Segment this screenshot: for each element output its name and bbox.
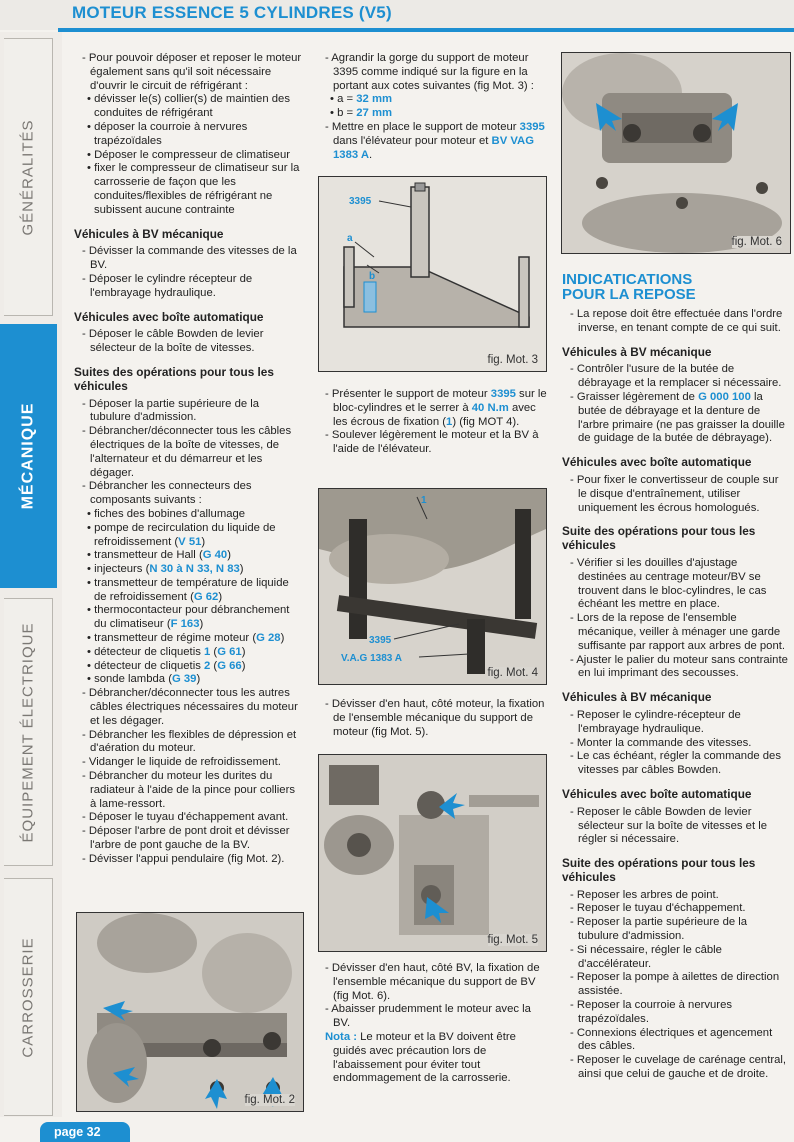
component-code: G 66 [217,659,242,672]
list-item: - Débrancher les flexibles de dépression et d'aération du moteur. [82,728,297,755]
list-item: - Si nécessaire, régler le câble d'accélérateur. [570,943,722,970]
callout-vag: V.A.G 1383 A [341,653,402,664]
callout-3395: 3395 [349,196,372,207]
list-item: - Graisser légèrement de G 000 100 la butée de débrayage et la denture de l'arbre primaire (ne pas graisser la douille de guidage de la butée de débrayage). [570,390,785,445]
figure-mot-3 [318,176,547,372]
page-title: MOTEUR ESSENCE 5 CYLINDRES (V5) [72,3,392,22]
engine-mount-photo [77,913,303,1111]
component-code: N 30 à N 33, N 83 [149,563,240,576]
list-item: • sonde lambda (G 39) [87,673,201,686]
page-footer [0,1120,794,1142]
callout-3395: 3395 [369,635,392,646]
list-item: • injecteurs (N 30 à N 33, N 83) [87,563,244,576]
column-2-continued-2 [317,698,547,739]
list-item: - Déposer l'arbre de pont droit et dévisser l'arbre de pont gauche de la BV. [82,825,290,852]
list-item: - Débrancher/déconnecter tous les câbles électriques de la boîte de vitesses, de l'alternateur et du démarreur et les dégager. [82,425,292,479]
heading-boite-automatique: Véhicules avec boîte automatique [562,455,752,470]
list-item: - Dévisser l'appui pendulaire (fig Mot. 2). [82,852,285,865]
figure-caption: fig. Mot. 2 [244,1094,295,1106]
gearbox-mount-photo [562,53,790,253]
tab-carrosserie[interactable]: CARROSSERIE [4,878,53,1116]
heading-suite-operations: Suite des opérations pour tous les véhicules [562,524,756,553]
figure-caption: fig. Mot. 4 [487,667,538,679]
heading-suite-operations-2: Suite des opérations pour tous les véhicules [562,856,756,884]
list-item: - Le cas échéant, régler la commande des vitesses par câbles Bowden. [570,750,781,777]
list-item: • détecteur de cliquetis 1 (G 61) [87,645,246,658]
column-2-continued-3 [317,962,547,1086]
list-item: - Monter la commande des vitesses. [570,736,752,749]
column-2 [317,52,547,162]
list-item: - Lors de la repose de l'ensemble mécanique, veiller à ménager une garde suffisante par rapport aux arbres de pont. [570,612,786,652]
dimension-a: • a = 32 mm [330,93,393,106]
list-item: - Pour fixer le convertisseur de couple sur le disque d'entraînement, utiliser uniquement les écrous homologués. [570,473,779,514]
list-item: - Abaisser prudemment le moteur avec la BV. [325,1003,531,1030]
engine-side-photo [319,755,546,951]
component-code: G 39 [171,673,197,686]
list-item: - Vérifier si les douilles d'ajustage destinées au centrage moteur/BV se trouvent dans le bloc-cylindres, le cas échéant les mettre en place. [570,556,767,611]
component-code: G 40 [202,549,228,562]
support-diagram [319,177,546,371]
list-item: - La repose doit être effectuée dans l'ordre inverse, en tenant compte de ce qui suit. [570,308,783,334]
nota: Nota : Le moteur et la BV doivent être guidés avec précaution lors de l'abaissement pour éviter tout endommagement de la carrosserie. [325,1030,516,1085]
list-item: - Reposer le cylindre-récepteur de l'embrayage hydraulique. [570,708,741,735]
list-item: • transmetteur de Hall (G 40) [87,549,231,562]
list-item: - Dévisser d'en haut, côté moteur, la fixation de l'ensemble mécanique du support de moteur (fig Mot. 5). [325,698,545,738]
list-item: - Soulever légèrement le moteur et la BV à l'aide de l'élévateur. [325,429,539,456]
list-item: - Débrancher/déconnecter tous les autres câbles électriques nécessaires du moteur et les dégager. [82,687,298,727]
section-title-repose: INDICATICATIONS POUR LA REPOSE [562,271,696,303]
component-code: G 61 [217,645,242,658]
list-item: • fixer le compresseur de climatiseur sur la carrosserie de façon que les conduites/flexibles de réfrigérant ne subissent aucune contrainte [87,162,300,216]
figure-caption: fig. Mot. 6 [731,236,782,248]
list-item: - Reposer la partie supérieure de la tubulure d'admission. [570,916,748,943]
list-item: • transmetteur de température de liquide de refroidissement (G 62) [87,576,289,603]
list-item: • thermocontacteur pour débranchement du climatiseur (F 163) [87,604,290,631]
heading-bv-mecanique: Véhicules à BV mécanique [562,344,712,359]
page-number: page 32 [54,1125,101,1139]
section-sidebar [0,32,62,1117]
list-item: - Mettre en place le support de moteur 3395 dans l'élévateur pour moteur et BV VAG 1383 A. [325,120,545,161]
list-item: - Dévisser d'en haut, côté BV, la fixation de l'ensemble mécanique du support de BV (fig Mot. 6). [325,962,540,1002]
list-item: - Agrandir la gorge du support de moteur 3395 comme indiqué sur la figure en la portant aux cotes suivantes (fig Mot. 3) : [325,52,534,92]
list-item: • détecteur de cliquetis 2 (G 66) [87,659,246,672]
list-item: - Déposer la partie supérieure de la tubulure d'admission. [82,397,260,424]
heading-bv-mecanique: Véhicules à BV mécanique [74,226,224,241]
heading-boite-automatique-2: Véhicules avec boîte automatique [562,786,752,801]
list-item: - Reposer les arbres de point. [570,888,719,901]
figure-mot-4 [318,488,547,685]
list-item: - Connexions électriques et agencement des câbles. [570,1026,773,1053]
list-item: - Reposer la pompe à ailettes de direction assistée. [570,971,780,998]
page-header [0,0,794,30]
lifter-photo [319,489,546,684]
component-code: V 51 [178,535,202,548]
list-item: - Vidanger le liquide de refroidissement. [82,756,281,769]
component-code: G 28 [256,632,281,645]
callout-a: a [347,233,353,244]
list-item: - Déposer le cylindre récepteur de l'embrayage hydraulique. [82,272,253,299]
heading-suites-operations: Suites des opérations pour tous les véhicules [74,364,274,393]
list-item: • dévisser le(s) collier(s) de maintien des conduites de réfrigérant [87,93,290,120]
component-code: F 163 [170,618,200,631]
list-item: - Reposer le câble Bowden de levier sélecteur sur la boîte de vitesses et le régler si nécessaire. [570,805,768,846]
list-item: - Déposer le câble Bowden de levier sélecteur de la boîte de vitesses. [82,328,264,355]
tab-equipement-electrique[interactable]: ÉQUIPEMENT ÉLECTRIQUE [4,598,53,866]
list-item: - Débrancher du moteur les durites du radiateur à l'aide de la pince pour colliers à lame-ressort. [82,770,295,810]
list-item: - Présenter le support de moteur 3395 sur le bloc-cylindres et le serrer à 40 N.m avec les écrous de fixation (1) (fig MOT 4). [325,388,547,428]
column-3 [562,266,788,1082]
column-1 [74,52,302,867]
figure-caption: fig. Mot. 5 [487,934,538,946]
callout-b: b [369,271,376,282]
list-item: • transmetteur de régime moteur (G 28) [87,632,285,645]
list-item: - Ajuster le palier du moteur sans contrainte en lui imprimant des secousses. [570,653,788,680]
list-item: • Déposer le compresseur de climatiseur [87,148,290,161]
column-2-continued [317,388,547,457]
heading-bv-mecanique-2: Véhicules à BV mécanique [562,690,712,705]
tab-generalites[interactable]: GÉNÉRALITÉS [4,38,53,316]
intro-paragraph: - Pour pouvoir déposer et reposer le moteur également sans qu'il soit nécessaire d'ouvrir le circuit de réfrigérant : [82,52,302,92]
list-item: - Déposer le tuyau d'échappement avant. [82,811,289,824]
figure-caption: fig. Mot. 3 [487,354,538,366]
callout-1: 1 [421,495,427,506]
list-item: - Débrancher les connecteurs des composants suivants : [82,480,252,507]
list-item: - Reposer la courroie à nervures trapézoïdales. [570,999,732,1025]
figure-mot-5 [318,754,547,952]
component-code: G 62 [193,590,219,603]
list-item: - Dévisser la commande des vitesses de la BV. [82,245,297,272]
heading-boite-automatique: Véhicules avec boîte automatique [74,309,264,324]
list-item: - Contrôler l'usure de la butée de débrayage et la remplacer si nécessaire. [570,363,782,390]
list-item: - Reposer le cuvelage de carénage central, ainsi que celui de gauche et de droite. [570,1054,787,1081]
figure-mot-6 [561,52,791,254]
dimension-b: • b = 27 mm [330,107,393,120]
list-item: • fiches des bobines d'allumage [87,507,246,520]
tab-mecanique[interactable]: MÉCANIQUE [0,324,57,588]
list-item: • déposer la courroie à nervures trapézoïdales [87,120,248,147]
list-item: - Reposer le tuyau d'échappement. [570,902,746,915]
figure-mot-2 [76,912,304,1112]
list-item: • pompe de recirculation du liquide de refroidissement (V 51) [87,521,276,548]
